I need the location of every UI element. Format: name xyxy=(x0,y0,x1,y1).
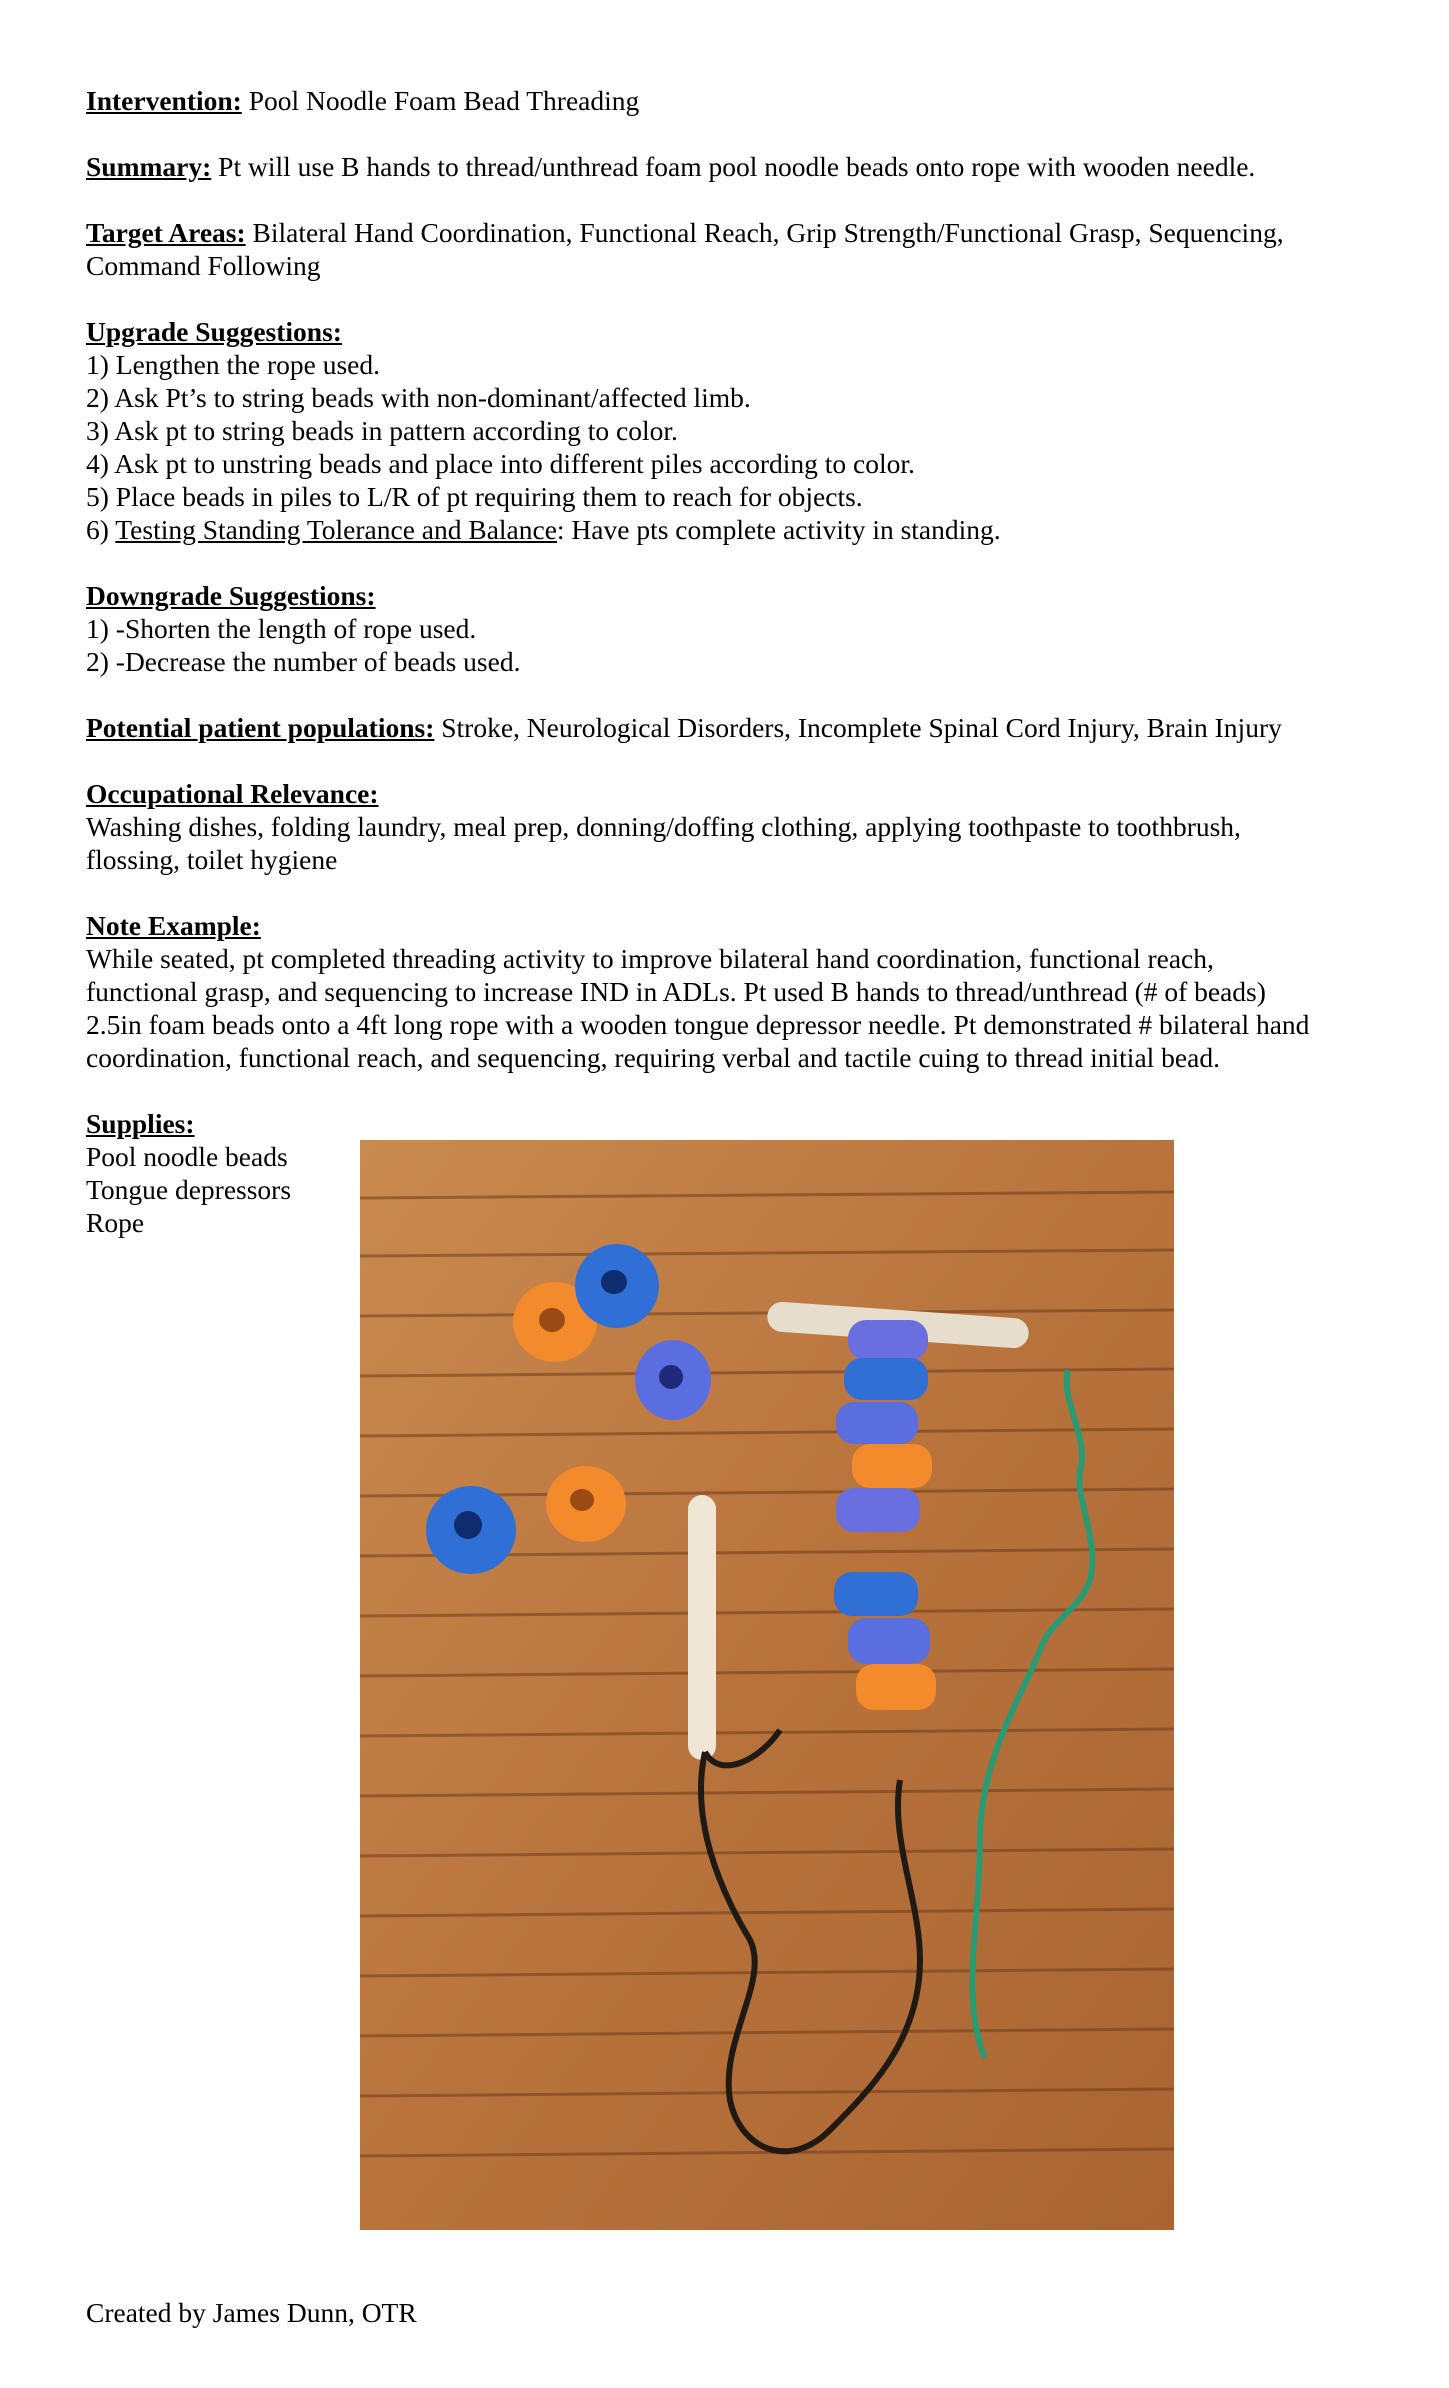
upgrade-section xyxy=(86,315,1386,546)
loose-bead-orange-2 xyxy=(546,1466,626,1542)
list-item: 2) Ask Pt’s to string beads with non-dominant/affected limb. xyxy=(86,382,751,413)
loose-bead-purple-1 xyxy=(635,1340,711,1420)
item6-prefix: 6) xyxy=(86,514,116,545)
wood-floor xyxy=(360,1140,1174,2230)
relevance-section xyxy=(86,777,1386,876)
list-item: 1) -Shorten the length of rope used. xyxy=(86,613,477,644)
document-body xyxy=(86,84,1386,2273)
target-areas-text-2: Command Following xyxy=(86,250,321,281)
list-item: 4) Ask pt to unstring beads and place into different piles according to color. xyxy=(86,448,915,479)
target-areas-text: Bilateral Hand Coordination, Functional Reach, Grip Strength/Functional Grasp, Sequencing, xyxy=(252,217,1284,248)
relevance-label: Occupational Relevance: xyxy=(86,778,379,809)
list-item: 2) -Decrease the number of beads used. xyxy=(86,646,521,677)
target-areas-label: Target Areas: xyxy=(86,217,246,248)
supply-item: Rope xyxy=(86,1207,145,1238)
intervention-text: Pool Noodle Foam Bead Threading xyxy=(248,85,640,116)
target-areas-section xyxy=(86,216,1386,282)
list-item: 1) Lengthen the rope used. xyxy=(86,349,381,380)
list-item: 5) Place beads in piles to L/R of pt requiring them to reach for objects. xyxy=(86,481,863,512)
downgrade-label: Downgrade Suggestions: xyxy=(86,580,376,611)
tongue-depressor-vertical xyxy=(688,1495,716,1760)
note-line: coordination, functional reach, and sequencing, requiring verbal and tactile cuing to thread initial bead. xyxy=(86,1042,1220,1073)
populations-label: Potential patient populations: xyxy=(86,712,435,743)
loose-bead-blue-2 xyxy=(426,1486,516,1574)
intervention-section xyxy=(86,84,1386,117)
upgrade-label: Upgrade Suggestions: xyxy=(86,316,342,347)
list-item-6 xyxy=(86,513,1386,546)
supplies-list xyxy=(86,1107,346,1239)
intervention-label: Intervention: xyxy=(86,85,242,116)
relevance-line: Washing dishes, folding laundry, meal prep, donning/doffing clothing, applying toothpaste to toothbrush, xyxy=(86,811,1241,842)
relevance-line: flossing, toilet hygiene xyxy=(86,844,338,875)
note-line: 2.5in foam beads onto a 4ft long rope with a wooden tongue depressor needle. Pt demonstrated # bilateral hand xyxy=(86,1009,1310,1040)
note-line: functional grasp, and sequencing to increase IND in ADLs. Pt used B hands to thread/unthread (# of beads) xyxy=(86,976,1266,1007)
downgrade-section xyxy=(86,579,1386,678)
supply-item: Tongue depressors xyxy=(86,1174,292,1205)
supplies-section xyxy=(86,1107,1386,2273)
note-line: While seated, pt completed threading activity to improve bilateral hand coordination, functional reach, xyxy=(86,943,1214,974)
note-section xyxy=(86,909,1386,1074)
supplies-label: Supplies: xyxy=(86,1108,195,1139)
footer-credit: Created by James Dunn, OTR xyxy=(86,2297,417,2328)
item6-rest: : Have pts complete activity in standing. xyxy=(556,514,1001,545)
standing-tolerance-link[interactable]: Testing Standing Tolerance and Balance xyxy=(115,514,557,545)
list-item: 3) Ask pt to string beads in pattern according to color. xyxy=(86,415,678,446)
populations-section xyxy=(86,711,1386,744)
supplies-photo xyxy=(360,1140,1174,2230)
summary-text: Pt will use B hands to thread/unthread foam pool noodle beads onto rope with wooden needle. xyxy=(218,151,1256,182)
loose-bead-blue-1 xyxy=(575,1244,659,1328)
note-label: Note Example: xyxy=(86,910,261,941)
populations-text: Stroke, Neurological Disorders, Incomplete Spinal Cord Injury, Brain Injury xyxy=(441,712,1282,743)
summary-section xyxy=(86,150,1386,183)
supply-item: Pool noodle beads xyxy=(86,1141,288,1172)
summary-label: Summary: xyxy=(86,151,212,182)
